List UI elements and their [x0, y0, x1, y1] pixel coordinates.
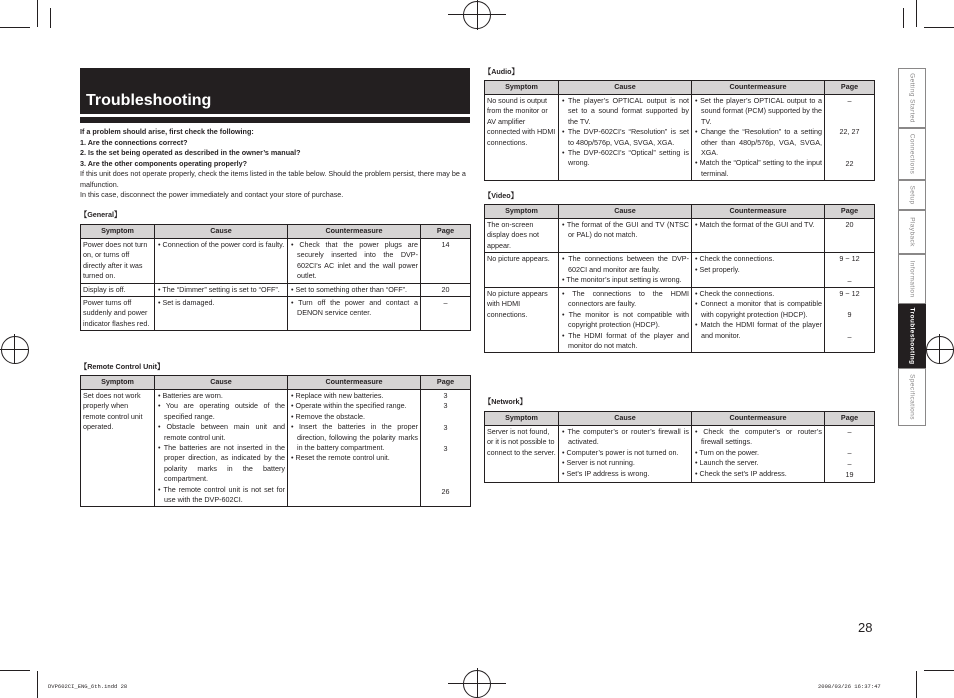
- cause-item: • The format of the GUI and TV (NTSC or PAL) do not match.: [561, 220, 689, 241]
- symptom-cell: Server is not found, or it is not possible to connect to the server.: [485, 426, 559, 483]
- title-rule: [80, 117, 470, 123]
- side-tab-specifications[interactable]: [898, 368, 926, 426]
- page-ref: –: [847, 427, 852, 436]
- cause-item: • Connection of the power cord is faulty.: [157, 240, 285, 250]
- intro-check-3: 3. Are the other components operating properly?: [80, 158, 248, 168]
- countermeasure-item: • Remove the obstacle.: [290, 412, 418, 422]
- section-title-video: 【Video】: [484, 191, 518, 200]
- side-tab-label: Playback: [908, 217, 916, 247]
- symptom-cell: No picture appears with HDMI connections.: [485, 288, 559, 353]
- column-header-cause: Cause: [559, 205, 692, 219]
- cause-cell: [155, 297, 288, 331]
- column-header-page: Page: [825, 205, 875, 219]
- section-title-network: 【Network】: [484, 397, 527, 406]
- section-title-audio: 【Audio】: [484, 67, 519, 76]
- intro-check-1: 1. Are the connections correct?: [80, 137, 188, 147]
- page-cell: [421, 390, 471, 507]
- countermeasure-item: • Insert the batteries in the proper direction, following the polarity marks in the battery compartment.: [290, 422, 418, 453]
- cause-item: • You are operating outside of the specified range.: [157, 401, 285, 422]
- countermeasure-item: • Match the format of the GUI and TV.: [694, 220, 822, 230]
- footer-timestamp: 2008/03/26 16:37:47: [818, 683, 881, 690]
- column-header-countermeasure: Countermeasure: [288, 376, 421, 390]
- page-ref: 3: [443, 444, 448, 454]
- symptom-cell: Power does not turn on, or turns off directly after it was turned on.: [81, 239, 155, 284]
- cause-cell: [155, 239, 288, 284]
- cause-cell: [559, 253, 692, 288]
- column-header-cause: Cause: [155, 376, 288, 390]
- section-title-general: 【General】: [80, 210, 122, 219]
- page-ref: 9: [847, 310, 852, 320]
- cause-item: • The DVP-602CI’s “Resolution” is set to 480p/576p, VGA, SVGA, XGA.: [561, 127, 689, 148]
- side-tab-label: Getting Started: [908, 73, 916, 123]
- page-ref: –: [443, 298, 448, 308]
- page-number: 28: [858, 620, 873, 635]
- cause-item: • The player’s OPTICAL output is not set to a sound format supported by the TV.: [561, 96, 689, 127]
- general-table: [80, 224, 471, 331]
- countermeasure-cell: [288, 390, 421, 507]
- page-ref: –: [847, 96, 852, 105]
- symptom-cell: No picture appears.: [485, 253, 559, 288]
- section-title-remote: 【Remote Control Unit】: [80, 362, 165, 371]
- countermeasure-item: • Change the “Resolution” to a setting other than 480p/576p, VGA, SVGA, XGA.: [694, 127, 822, 158]
- column-header-symptom: Symptom: [485, 412, 559, 426]
- cause-item: • The HDMI format of the player and monitor do not match.: [561, 331, 689, 352]
- page-ref: 3: [443, 391, 448, 400]
- countermeasure-cell: [288, 239, 421, 284]
- intro: [80, 127, 472, 201]
- countermeasure-item: • Match the HDMI format of the player and monitor.: [694, 320, 822, 341]
- table-header-row: [485, 412, 875, 426]
- page-cell: [421, 297, 471, 331]
- countermeasure-item: • Check the computer’s or router’s firewall settings.: [694, 427, 822, 448]
- column-header-page: Page: [825, 81, 875, 95]
- countermeasure-item: • Check the connections.: [694, 254, 822, 264]
- video-table: [484, 204, 875, 353]
- cause-item: • The monitor’s input setting is wrong.: [561, 275, 689, 285]
- symptom-cell: The on-screen display does not appear.: [485, 219, 559, 253]
- page-ref: 3: [443, 422, 448, 432]
- countermeasure-item: • Set properly.: [694, 265, 822, 275]
- countermeasure-cell: [692, 288, 825, 353]
- column-header-symptom: Symptom: [81, 376, 155, 390]
- cause-item: • The computer’s or router’s firewall is activated.: [561, 427, 689, 448]
- intro-check-2: 2. Is the set being operated as described in the owner’s manual?: [80, 148, 301, 157]
- page-cell: [825, 426, 875, 483]
- countermeasure-item: • Check that the power plugs are securely inserted into the DVP-602CI’s AC inlet and the wall power outlet.: [290, 240, 418, 282]
- countermeasure-item: • Set the player’s OPTICAL output to a sound format (PCM) supported by the TV.: [694, 96, 822, 127]
- table-row: [81, 390, 471, 507]
- countermeasure-item: • Match the “Optical” setting to the input terminal.: [694, 158, 822, 179]
- network-table: [484, 411, 875, 483]
- cause-item: • The connections to the HDMI connectors are faulty.: [561, 289, 689, 310]
- page-ref: –: [847, 448, 852, 458]
- cause-cell: [155, 390, 288, 507]
- countermeasure-item: • Operate within the specified range.: [290, 401, 418, 411]
- table-header-row: [81, 225, 471, 239]
- countermeasure-item: • Check the connections.: [694, 289, 822, 299]
- cause-cell: [559, 219, 692, 253]
- countermeasure-item: • Reset the remote control unit.: [290, 453, 418, 463]
- countermeasure-cell: [692, 219, 825, 253]
- table-row: [81, 283, 471, 296]
- symptom-cell: No sound is output from the monitor or AV amplifier connected with HDMI connections.: [485, 95, 559, 181]
- page-ref: 14: [441, 240, 450, 249]
- page-ref: 22, 27: [839, 127, 860, 137]
- table-row: [485, 288, 875, 353]
- cause-item: • Server is not running.: [561, 458, 689, 468]
- column-header-countermeasure: Countermeasure: [692, 81, 825, 95]
- symptom-cell: Power turns off suddenly and power indicator flashes red.: [81, 297, 155, 331]
- remote-control-table: [80, 375, 471, 507]
- cause-item: • The monitor is not compatible with copyright protection (HDCP).: [561, 310, 689, 331]
- page-cell: [825, 95, 875, 181]
- page-ref: 19: [845, 470, 854, 480]
- page-cell: [825, 253, 875, 288]
- page-ref: 9 ~ 12: [839, 289, 860, 299]
- table-header-row: [485, 205, 875, 219]
- cause-item: • Obstacle between main unit and remote control unit.: [157, 422, 285, 443]
- page-ref: 22: [845, 158, 854, 168]
- countermeasure-cell: [692, 95, 825, 181]
- cause-item: • Computer’s power is not turned on.: [561, 448, 689, 458]
- cause-cell: [559, 426, 692, 483]
- cause-item: • The remote control unit is not set for use with the DVP-602CI.: [157, 485, 285, 506]
- table-row: [485, 95, 875, 181]
- page-ref: –: [847, 275, 852, 285]
- side-tab-playback[interactable]: [898, 210, 926, 254]
- countermeasure-cell: [692, 426, 825, 483]
- cause-item: • Batteries are worn.: [157, 391, 285, 401]
- page-cell: [825, 288, 875, 353]
- cause-cell: [559, 95, 692, 181]
- cause-item: • The DVP-602CI’s “Optical” setting is wrong.: [561, 148, 689, 169]
- page-cell: [421, 283, 471, 296]
- page-ref: –: [847, 331, 852, 341]
- countermeasure-item: • Turn off the power and contact a DENON service center.: [290, 298, 418, 319]
- countermeasure-item: • Launch the server.: [694, 458, 822, 468]
- table-row: [81, 239, 471, 284]
- table-header-row: [81, 376, 471, 390]
- cause-item: • The connections between the DVP-602CI and monitor are faulty.: [561, 254, 689, 275]
- symptom-cell: Set does not work properly when remote control unit operated.: [81, 390, 155, 507]
- side-tab-label: Connections: [908, 133, 916, 175]
- table-row: [81, 297, 471, 331]
- page-ref: 9 ~ 12: [839, 254, 860, 264]
- page-cell: [421, 239, 471, 284]
- audio-table: [484, 80, 875, 181]
- cause-cell: [559, 288, 692, 353]
- intro-text: If this unit does not operate properly, check the items listed in the table below. Should the problem persist, there may be a malfunction.: [80, 169, 466, 189]
- cause-cell: [155, 283, 288, 296]
- column-header-countermeasure: Countermeasure: [288, 225, 421, 239]
- table-row: [485, 253, 875, 288]
- column-header-cause: Cause: [559, 81, 692, 95]
- countermeasure-item: • Replace with new batteries.: [290, 391, 418, 401]
- page-ref: 3: [443, 401, 448, 411]
- page-cell: [825, 219, 875, 253]
- side-tab-getting-started[interactable]: [898, 68, 926, 128]
- column-header-page: Page: [825, 412, 875, 426]
- side-tab-label: Specifications: [908, 374, 916, 420]
- side-tab-label: Troubleshooting: [908, 307, 916, 365]
- countermeasure-cell: [288, 283, 421, 296]
- table-row: [485, 426, 875, 483]
- side-tab-setup[interactable]: [898, 180, 926, 210]
- countermeasure-item: • Set to something other than “OFF”.: [290, 285, 418, 295]
- page-title: Troubleshooting: [86, 92, 212, 109]
- side-tab-troubleshooting[interactable]: [898, 304, 926, 368]
- side-tab-connections[interactable]: [898, 128, 926, 180]
- page-ref: 20: [441, 284, 450, 294]
- column-header-symptom: Symptom: [81, 225, 155, 239]
- intro-heading: If a problem should arise, first check the following:: [80, 127, 254, 136]
- page-ref: 26: [441, 486, 450, 496]
- cause-item: • The “Dimmer” setting is set to “OFF”.: [157, 285, 285, 295]
- column-header-cause: Cause: [559, 412, 692, 426]
- cause-item: • Set is damaged.: [157, 298, 285, 308]
- column-header-page: Page: [421, 225, 471, 239]
- cause-item: • The batteries are not inserted in the proper direction, as indicated by the polarity marks in the battery compartment.: [157, 443, 285, 485]
- countermeasure-cell: [288, 297, 421, 331]
- column-header-countermeasure: Countermeasure: [692, 205, 825, 219]
- countermeasure-cell: [692, 253, 825, 288]
- column-header-countermeasure: Countermeasure: [692, 412, 825, 426]
- cause-item: • Set’s IP address is wrong.: [561, 469, 689, 479]
- countermeasure-item: • Check the set’s IP address.: [694, 469, 822, 479]
- table-row: [485, 219, 875, 253]
- side-tab-label: Setup: [908, 185, 916, 205]
- page-ref: 20: [845, 220, 854, 229]
- column-header-page: Page: [421, 376, 471, 390]
- countermeasure-item: • Connect a monitor that is compatible with copyright protection (HDCP).: [694, 299, 822, 320]
- page-ref: –: [847, 458, 852, 468]
- side-tab-label: Information: [908, 260, 916, 298]
- symptom-cell: Display is off.: [81, 283, 155, 296]
- side-tab-information[interactable]: [898, 254, 926, 304]
- column-header-cause: Cause: [155, 225, 288, 239]
- table-header-row: [485, 81, 875, 95]
- footer-file: DVP602CI_ENG_6th.indd 28: [48, 683, 128, 690]
- intro-text: In this case, disconnect the power immediately and contact your store of purchase.: [80, 190, 344, 199]
- column-header-symptom: Symptom: [485, 81, 559, 95]
- countermeasure-item: • Turn on the power.: [694, 448, 822, 458]
- column-header-symptom: Symptom: [485, 205, 559, 219]
